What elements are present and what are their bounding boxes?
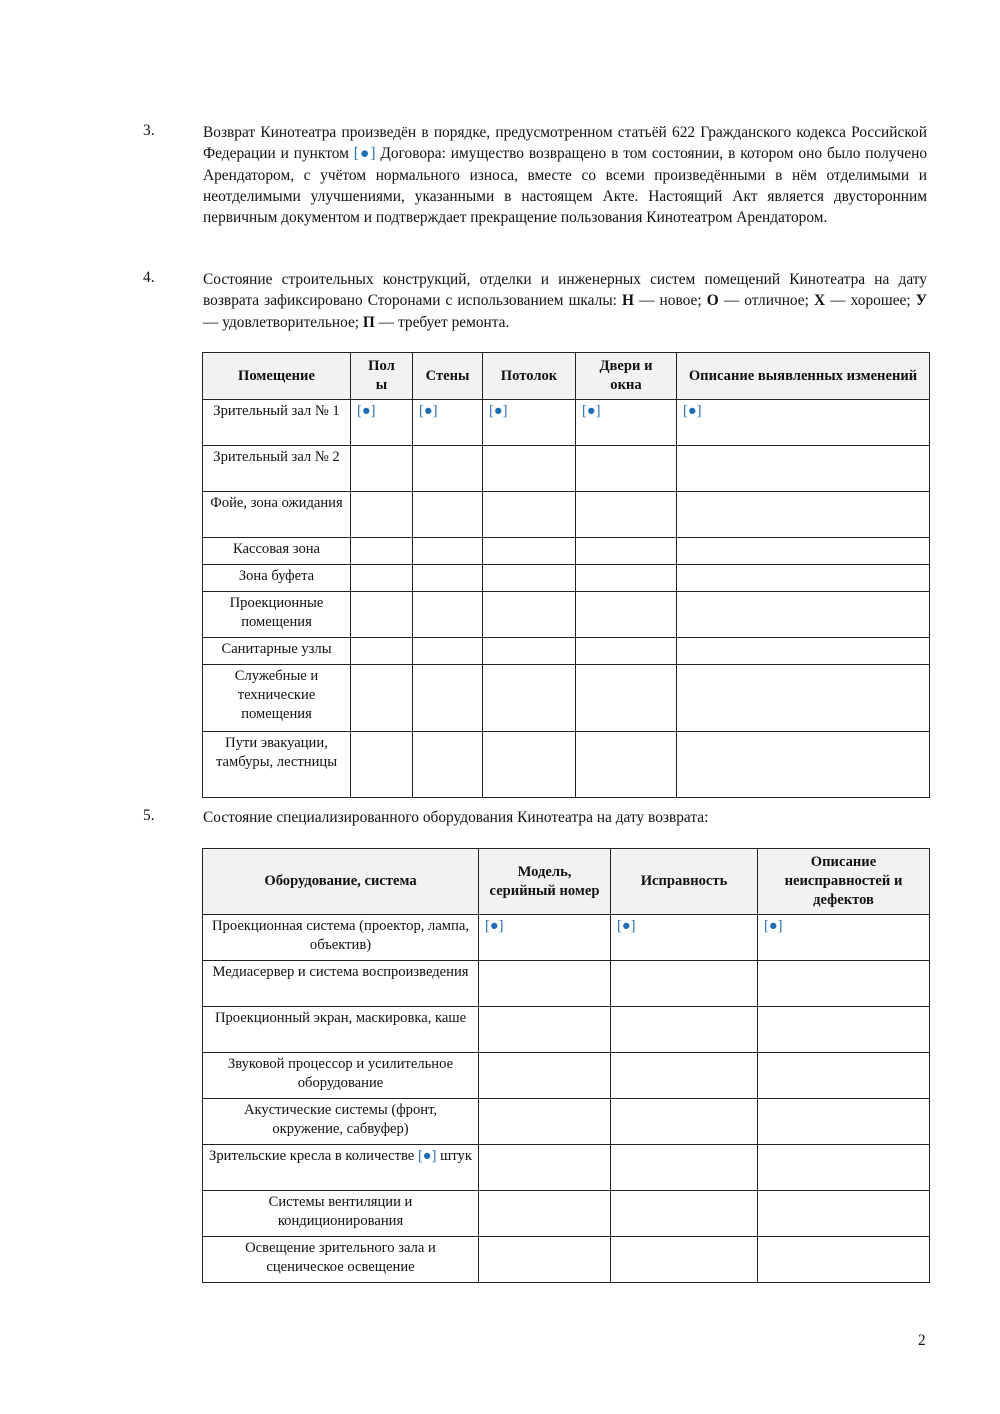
placeholder: [●] [357,403,376,419]
equipment-cell[interactable] [479,1191,611,1237]
equipment-cell[interactable] [479,915,611,961]
header-defects: Описание неисправностей и дефектов [758,849,930,915]
equipment-label: Проекционный экран, маскировка, каше [214,1010,467,1026]
premises-name: Санитарные узлы [203,638,351,665]
equipment-label: Освещение зрительного зала и сценическое освещение [245,1240,436,1275]
table-row [203,492,930,538]
placeholder: [●] [489,403,508,419]
condition-cell[interactable] [677,400,930,446]
equipment-cell[interactable] [479,1145,611,1191]
condition-cell[interactable] [576,538,677,565]
equipment-cell[interactable] [611,1237,758,1283]
table-row [203,1099,930,1145]
premises-name: Кассовая зона [203,538,351,565]
header-equipment: Оборудование, система [203,849,479,915]
equipment-cell[interactable] [479,1007,611,1053]
clause-text: Состояние строительных конструкций, отделки и инженерных систем помещений Кинотеатра на дату возврата зафиксировано Сторонами с использованием шкалы: Н — новое; О — отличное; Х — хорошее; У — удовлетворительное; П — требует ремонта. [203,271,928,331]
table-row [203,665,930,732]
condition-cell[interactable] [351,538,413,565]
condition-cell[interactable] [483,446,576,492]
condition-cell[interactable] [413,538,483,565]
clause-4 [143,269,927,333]
equipment-name [203,1007,479,1053]
equipment-cell[interactable] [611,1099,758,1145]
equipment-cell[interactable] [479,1053,611,1099]
condition-cell[interactable] [413,592,483,638]
condition-cell[interactable] [677,638,930,665]
header-ceiling: Потолок [483,353,576,400]
condition-cell[interactable] [677,732,930,798]
condition-cell[interactable] [413,565,483,592]
condition-cell[interactable] [413,492,483,538]
table-row [203,592,930,638]
premises-name: Пути эвакуации, тамбуры, лестницы [203,732,351,798]
condition-cell[interactable] [483,665,576,732]
condition-cell[interactable] [351,400,413,446]
table-header-row [203,353,930,400]
equipment-label: Звуковой процессор и усилительное оборудование [227,1056,454,1091]
equipment-cell[interactable] [758,1099,930,1145]
placeholder: [●] [582,403,601,419]
condition-cell[interactable] [576,638,677,665]
header-premises: Помещение [203,353,351,400]
condition-cell[interactable] [413,400,483,446]
table-row [203,538,930,565]
condition-cell[interactable] [576,446,677,492]
table-row [203,565,930,592]
condition-cell[interactable] [677,665,930,732]
equipment-cell[interactable] [758,1237,930,1283]
table-row [203,1191,930,1237]
equipment-name [203,1145,479,1191]
equipment-name [203,1191,479,1237]
premises-name: Зрительный зал № 2 [203,446,351,492]
condition-cell[interactable] [677,492,930,538]
premises-name: Служебные и технические помещения [203,665,351,732]
table-header-row [203,849,930,915]
condition-cell[interactable] [351,592,413,638]
condition-cell[interactable] [413,665,483,732]
condition-cell[interactable] [677,538,930,565]
table-row [203,1237,930,1283]
table-row [203,961,930,1007]
clause-text: Состояние специализированного оборудования Кинотеатра на дату возврата: [203,809,709,826]
equipment-cell[interactable] [758,1053,930,1099]
placeholder: [●] [683,403,702,419]
condition-cell[interactable] [413,638,483,665]
equipment-cell[interactable] [479,1099,611,1145]
condition-cell[interactable] [483,565,576,592]
condition-cell[interactable] [483,400,576,446]
condition-cell[interactable] [351,732,413,798]
equipment-label: Зрительские кресла в количестве [209,1148,415,1164]
header-model-serial: Модель, серийный номер [479,849,611,915]
equipment-cell[interactable] [758,915,930,961]
condition-cell[interactable] [351,565,413,592]
condition-cell[interactable] [351,665,413,732]
placeholder: [●] [764,918,783,934]
clause-number: 4. [143,269,155,286]
equipment-cell[interactable] [479,1237,611,1283]
table-row [203,1145,930,1191]
equipment-cell[interactable] [479,961,611,1007]
condition-cell[interactable] [483,732,576,798]
condition-cell[interactable] [351,446,413,492]
equipment-label: Системы вентиляции и кондиционирования [268,1194,413,1229]
header-serviceability: Исправность [611,849,758,915]
table-row [203,446,930,492]
equipment-name [203,961,479,1007]
premises-name: Зрительный зал № 1 [203,400,351,446]
placeholder: [●] [419,403,438,419]
equipment-name [203,1237,479,1283]
clause-text: Возврат Кинотеатра произведён в порядке, предусмотренном статьёй 622 Гражданского кодекса Российской Федерации и пунктом [●] Договора: имущество возвращено в том состоянии, в котором оно было получено Арендатором, с учётом нормального износа, вместе со всеми произведёнными в нём отделимыми и неотделимыми улучшениями, указанными в настоящем Акте. Настоящий Акт является двусторонним первичным документом и подтверждает прекращение пользования Кинотеатром Арендатором. [203,124,928,227]
condition-cell[interactable] [576,400,677,446]
table-row [203,1053,930,1099]
equipment-cell[interactable] [758,961,930,1007]
condition-cell[interactable] [677,446,930,492]
condition-cell[interactable] [413,446,483,492]
condition-cell[interactable] [677,565,930,592]
clause-number: 3. [143,122,155,139]
table-row [203,1007,930,1053]
placeholder: [●] [417,1148,437,1164]
equipment-cell[interactable] [611,1145,758,1191]
equipment-cell[interactable] [611,961,758,1007]
condition-cell[interactable] [351,638,413,665]
premises-name: Фойе, зона ожидания [203,492,351,538]
header-walls: Стены [413,353,483,400]
condition-cell[interactable] [576,592,677,638]
equipment-condition-table [202,848,930,1283]
equipment-cell[interactable] [758,1007,930,1053]
equipment-name [203,915,479,961]
equipment-label: Проекционная система (проектор, лампа, объектив) [212,918,469,953]
condition-cell[interactable] [576,665,677,732]
equipment-cell[interactable] [611,1191,758,1237]
equipment-label: Акустические системы (фронт, окружение, сабвуфер) [243,1102,438,1137]
clause-3 [143,122,927,228]
condition-cell[interactable] [576,492,677,538]
equipment-cell[interactable] [758,1145,930,1191]
condition-cell[interactable] [483,638,576,665]
premises-condition-table [202,352,930,798]
equipment-name [203,1053,479,1099]
condition-cell[interactable] [483,592,576,638]
premises-name: Проекционные помещения [203,592,351,638]
placeholder: [●] [485,918,504,934]
condition-cell[interactable] [351,492,413,538]
table-row [203,400,930,446]
placeholder: [●] [617,918,636,934]
table-row [203,732,930,798]
condition-cell[interactable] [413,732,483,798]
table-row [203,638,930,665]
seats-suffix: штук [436,1148,472,1164]
table-row [203,915,930,961]
equipment-cell[interactable] [611,1053,758,1099]
premises-name: Зона буфета [203,565,351,592]
condition-cell[interactable] [483,492,576,538]
condition-cell[interactable] [576,732,677,798]
header-doors-windows: Двери и окна [576,353,677,400]
equipment-cell[interactable] [758,1191,930,1237]
condition-cell[interactable] [677,592,930,638]
clause-number: 5. [143,807,155,824]
equipment-cell[interactable] [611,1007,758,1053]
placeholder: [●] [353,145,376,163]
equipment-name [203,1099,479,1145]
header-floors: Пол ы [351,353,413,400]
header-changes: Описание выявленных изменений [677,353,930,400]
page-number: 2 [918,1332,926,1349]
equipment-label: Медиасервер и система воспроизведения [212,964,469,980]
condition-cell[interactable] [576,565,677,592]
condition-cell[interactable] [483,538,576,565]
clause-5 [143,807,927,828]
equipment-cell[interactable] [611,915,758,961]
